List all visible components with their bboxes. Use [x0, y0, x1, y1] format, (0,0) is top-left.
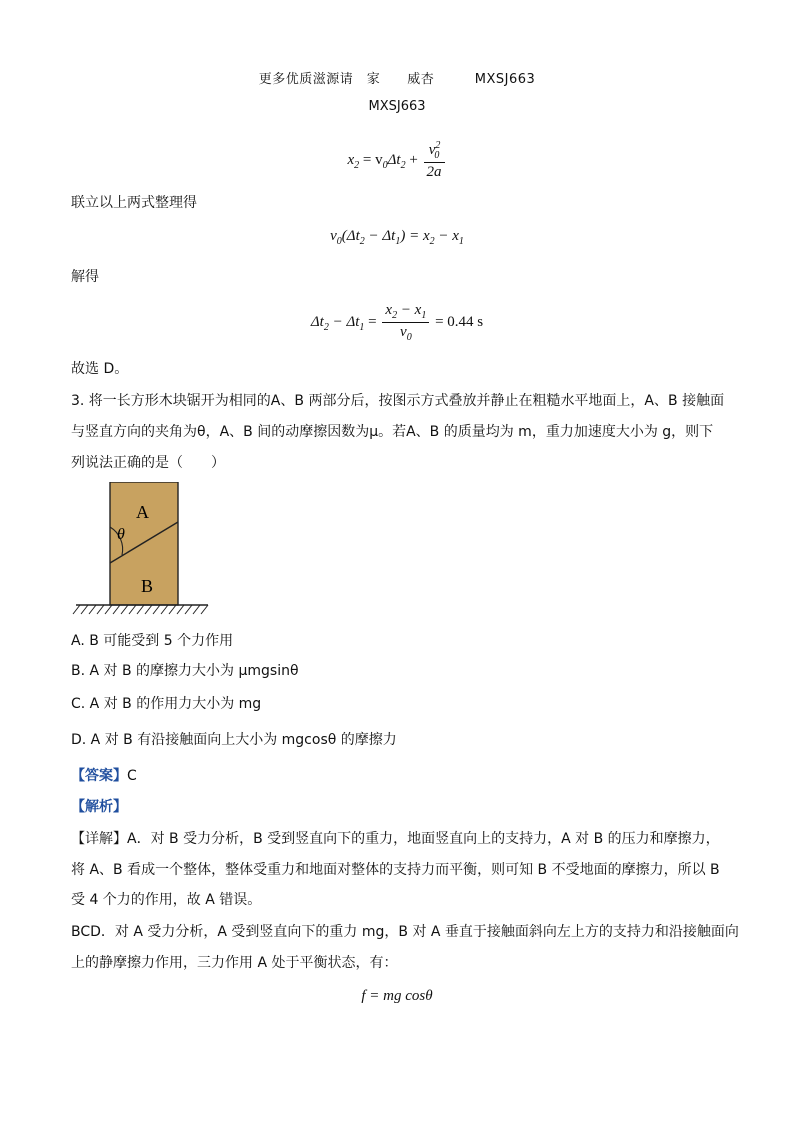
- hatch-mark: [105, 605, 112, 614]
- hatch-mark: [193, 605, 200, 614]
- hatch-mark: [185, 605, 192, 614]
- block-figure: [72, 482, 212, 620]
- ground-hatching: [73, 605, 208, 614]
- page-subheader: MXSJ663: [368, 99, 426, 114]
- hatch-mark: [161, 605, 168, 614]
- hatch-mark: [153, 605, 160, 614]
- hatch-mark: [121, 605, 128, 614]
- detail-line-4: BCD．对 A 受力分析，A 受到竖直向下的重力 mg，B 对 A 垂直于接触面斜向左上方的支持力和沿接触面向: [71, 924, 739, 940]
- detail-line-3: 受 4 个力的作用，故 A 错误。: [71, 892, 262, 908]
- question-line-2: 与竖直方向的夹角为θ，A、B 间的动摩擦因数为μ。若A、B 的质量均为 m，重力加速度大小为 g，则下: [71, 424, 714, 440]
- question-line-3: 列说法正确的是（ ）: [71, 455, 225, 471]
- answer-line: [71, 765, 137, 785]
- option-b: B. A 对 B 的摩擦力大小为 μmgsinθ: [71, 663, 299, 679]
- page-header: 更多优质滋源请 家 威杏 MXSJ663: [258, 72, 536, 87]
- hatch-mark: [129, 605, 136, 614]
- hatch-mark: [201, 605, 208, 614]
- hatch-mark: [81, 605, 88, 614]
- hatch-mark: [177, 605, 184, 614]
- detail-line-2: 将 A、B 看成一个整体，整体受重力和地面对整体的支持力而平衡，则可知 B 不受地面的摩擦力，所以 B: [71, 862, 720, 878]
- formula-dt-result: $\Delta t_2 - \Delta t_1$ = $\frac{x_2 - x_1}{v_0}$ = 0.44 s: [310, 302, 484, 343]
- label-b: B: [141, 576, 154, 596]
- question-line-1: 3. 将一长方形木块锯开为相同的A、B 两部分后，按图示方式叠放并静止在粗糙水平地面上，A、B 接触面: [71, 393, 725, 409]
- answer-value: C: [127, 768, 137, 784]
- text-combine: 联立以上两式整理得: [71, 195, 197, 211]
- option-c: C. A 对 B 的作用力大小为 mg: [71, 696, 262, 712]
- option-d: D. A 对 B 有沿接触面向上大小为 mgcosθ 的摩擦力: [71, 732, 397, 748]
- hatch-mark: [97, 605, 104, 614]
- hatch-mark: [169, 605, 176, 614]
- label-a: A: [136, 502, 149, 522]
- hatch-mark: [73, 605, 80, 614]
- detail-line-5: 上的静摩擦力作用，三力作用 A 处于平衡状态，有：: [71, 955, 398, 971]
- answer-label: 【答案】: [71, 768, 127, 784]
- hatch-mark: [113, 605, 120, 614]
- hatch-mark: [145, 605, 152, 614]
- formula-v0-dt: $v_0(\Delta t_2 - \Delta t_1) = x_2 - x_1$: [330, 228, 464, 247]
- formula-x2: $x_2 = v_0\Delta t_2$ + $\frac{v^2_0}{2a}$: [0, 140, 794, 181]
- hatch-mark: [137, 605, 144, 614]
- detail-line-1: 【详解】A．对 B 受力分析，B 受到竖直向下的重力，地面竖直向上的支持力，A 对 B 的压力和摩擦力，: [71, 831, 720, 847]
- text-solve: 解得: [71, 269, 99, 285]
- option-a: A. B 可能受到 5 个力作用: [71, 633, 234, 649]
- label-theta: θ: [117, 526, 125, 543]
- hatch-mark: [89, 605, 96, 614]
- formula-friction: f = mg cosθ: [361, 988, 433, 1004]
- text-choose-d: 故选 D。: [71, 361, 129, 377]
- analysis-label: 【解析】: [71, 799, 127, 815]
